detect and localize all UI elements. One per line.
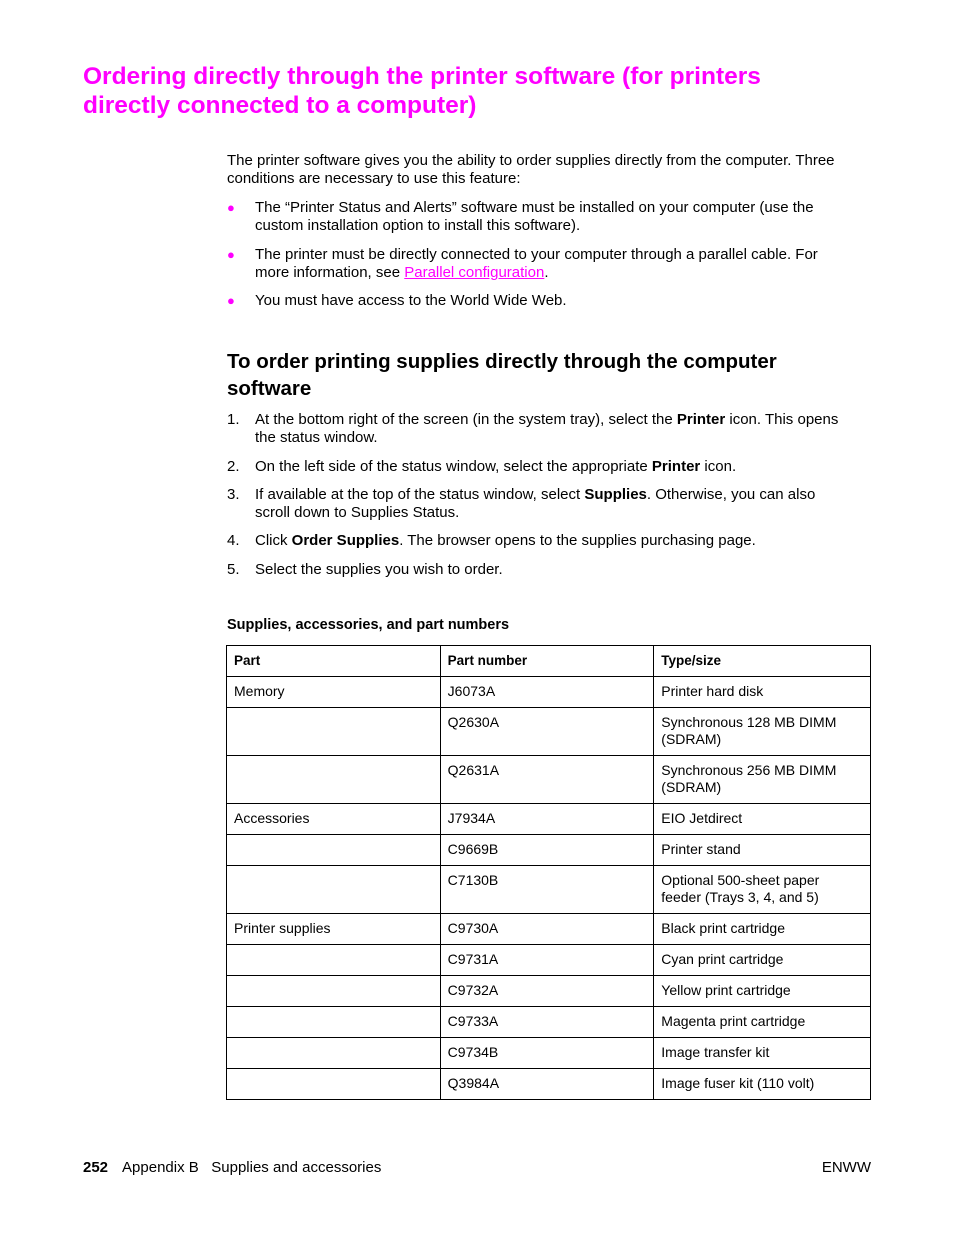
cell-part-number-text: J6073A bbox=[447, 683, 496, 699]
step-number: 4. bbox=[227, 532, 240, 549]
cell-type-size-text: Image transfer kit bbox=[661, 1044, 770, 1060]
step-number: 5. bbox=[227, 561, 240, 578]
page-title-line-2: directly connected to a computer) bbox=[83, 92, 477, 119]
bullet-2-prefix: more information, see bbox=[255, 264, 405, 281]
bullet-icon: ● bbox=[227, 200, 235, 215]
cell-part-number bbox=[440, 976, 654, 1007]
step-number: 1. bbox=[227, 411, 240, 428]
column-header-part: Part bbox=[227, 646, 441, 677]
intro-line-1: The printer software gives you the ability to order supplies directly from the computer. Three bbox=[227, 152, 835, 169]
table-row bbox=[227, 756, 871, 804]
intro-line-2: conditions are necessary to use this feature: bbox=[227, 170, 521, 187]
cell-part-number-text: C9733A bbox=[447, 1013, 499, 1029]
cell-part-number-text: Q2630A bbox=[447, 714, 500, 730]
cell-part-number bbox=[440, 1007, 654, 1038]
parallel-configuration-link[interactable]: Parallel configuration bbox=[404, 264, 545, 281]
table-row bbox=[227, 677, 871, 708]
bullet-2-line-2 bbox=[255, 264, 875, 282]
cell-type-size bbox=[654, 804, 871, 835]
step-emphasis: Supplies bbox=[584, 486, 647, 503]
cell-type-size bbox=[654, 976, 871, 1007]
cell-type-size bbox=[654, 914, 871, 945]
cell-part bbox=[227, 945, 441, 976]
cell-part bbox=[227, 835, 441, 866]
page-number: 252 bbox=[83, 1159, 109, 1176]
column-header-type-size: Type/size bbox=[654, 646, 871, 677]
table-row bbox=[227, 804, 871, 835]
cell-part-number bbox=[440, 677, 654, 708]
cell-part-number bbox=[440, 1069, 654, 1100]
bullet-2-line-1: The printer must be directly connected to your computer through a parallel cable. For bbox=[255, 246, 818, 263]
bullet-3-line-1: You must have access to the World Wide Web. bbox=[255, 292, 567, 309]
cell-type-size-text: Printer stand bbox=[661, 841, 741, 857]
step-number: 3. bbox=[227, 486, 240, 503]
step-text: . Otherwise, you can also bbox=[646, 486, 816, 503]
cell-part-number bbox=[440, 756, 654, 804]
cell-part bbox=[227, 677, 441, 708]
cell-part bbox=[227, 1007, 441, 1038]
cell-part bbox=[227, 1069, 441, 1100]
step-text: icon. This opens bbox=[725, 411, 839, 428]
section-heading bbox=[227, 348, 877, 402]
cell-type-size bbox=[654, 1038, 871, 1069]
cell-part-number-text: C7130B bbox=[447, 872, 499, 888]
cell-part-number-text: C9732A bbox=[447, 982, 499, 998]
cell-type-size-text: Black print cartridge bbox=[661, 920, 785, 936]
table-row bbox=[227, 1038, 871, 1069]
cell-part-number bbox=[440, 835, 654, 866]
cell-type-size-text-line-2: (SDRAM) bbox=[661, 779, 722, 795]
cell-part-number bbox=[440, 804, 654, 835]
table-header-row bbox=[227, 646, 871, 677]
cell-part bbox=[227, 976, 441, 1007]
cell-type-size-text: Magenta print cartridge bbox=[661, 1013, 806, 1029]
cell-part bbox=[227, 914, 441, 945]
cell-part-text: Memory bbox=[234, 683, 285, 699]
cell-part-text: Printer supplies bbox=[234, 920, 331, 936]
bullet-1-line-2: custom installation option to install this software). bbox=[255, 217, 581, 234]
step-text: At the bottom right of the screen (in the system tray), select the bbox=[255, 411, 677, 428]
step-text-line-2: scroll down to Supplies Status. bbox=[255, 504, 460, 521]
step-emphasis: Printer bbox=[676, 411, 726, 428]
step-text-line-2: the status window. bbox=[255, 429, 378, 446]
cell-part-number bbox=[440, 914, 654, 945]
bullet-icon: ● bbox=[227, 293, 235, 308]
cell-part bbox=[227, 866, 441, 914]
cell-type-size bbox=[654, 677, 871, 708]
cell-type-size-text-line-2: feeder (Trays 3, 4, and 5) bbox=[661, 889, 819, 905]
cell-part-number-text: Q2631A bbox=[447, 762, 500, 778]
table-row bbox=[227, 1069, 871, 1100]
intro-paragraph bbox=[227, 152, 872, 188]
table-row bbox=[227, 976, 871, 1007]
column-header-part-number: Part number bbox=[440, 646, 654, 677]
step-text: Click bbox=[255, 532, 292, 549]
cell-type-size bbox=[654, 1007, 871, 1038]
step-text: icon. bbox=[700, 458, 737, 475]
bullet-1-line-1: The “Printer Status and Alerts” software must be installed on your computer (use the bbox=[255, 199, 814, 216]
page-title-line-1: Ordering directly through the printer software (for printers bbox=[83, 63, 761, 90]
step-number: 2. bbox=[227, 458, 240, 475]
cell-part-number-text: C9669B bbox=[447, 841, 499, 857]
cell-part-number-text: C9731A bbox=[447, 951, 499, 967]
cell-type-size bbox=[654, 866, 871, 914]
bullet-2-suffix: . bbox=[544, 264, 549, 281]
cell-part-number bbox=[440, 1038, 654, 1069]
table-row bbox=[227, 914, 871, 945]
cell-part-number bbox=[440, 708, 654, 756]
footer-section: Appendix B Supplies and accessories bbox=[122, 1159, 382, 1176]
table-row bbox=[227, 866, 871, 914]
table-caption: Supplies, accessories, and part numbers bbox=[227, 617, 510, 633]
cell-type-size-text: Printer hard disk bbox=[661, 683, 764, 699]
cell-type-size-text: EIO Jetdirect bbox=[661, 810, 743, 826]
cell-type-size-text: Synchronous 256 MB DIMM bbox=[661, 762, 837, 778]
cell-type-size bbox=[654, 835, 871, 866]
step-text: If available at the top of the status window, select bbox=[255, 486, 585, 503]
step-emphasis: Order Supplies bbox=[291, 532, 400, 549]
footer-locale: ENWW bbox=[821, 1159, 871, 1176]
cell-type-size-text: Yellow print cartridge bbox=[661, 982, 791, 998]
cell-type-size-text: Cyan print cartridge bbox=[661, 951, 784, 967]
bullet-icon: ● bbox=[227, 247, 235, 262]
step-emphasis: Printer bbox=[651, 458, 701, 475]
cell-type-size-text: Synchronous 128 MB DIMM bbox=[661, 714, 837, 730]
table-row bbox=[227, 708, 871, 756]
cell-type-size-text-line-2: (SDRAM) bbox=[661, 731, 722, 747]
step-text: . The browser opens to the supplies purchasing page. bbox=[399, 532, 756, 549]
cell-part bbox=[227, 756, 441, 804]
page-title bbox=[83, 62, 883, 120]
cell-part-number-text: C9730A bbox=[447, 920, 499, 936]
cell-type-size bbox=[654, 756, 871, 804]
parts-table bbox=[226, 645, 871, 1100]
step-text: Select the supplies you wish to order. bbox=[255, 561, 503, 578]
cell-part-number-text: C9734B bbox=[447, 1044, 499, 1060]
cell-part-number-text: J7934A bbox=[447, 810, 496, 826]
table-row bbox=[227, 945, 871, 976]
cell-type-size bbox=[654, 708, 871, 756]
table-row bbox=[227, 835, 871, 866]
cell-type-size-text: Optional 500-sheet paper bbox=[661, 872, 820, 888]
page-footer bbox=[83, 1159, 381, 1177]
table-row bbox=[227, 1007, 871, 1038]
cell-type-size-text: Image fuser kit (110 volt) bbox=[661, 1075, 815, 1091]
cell-part-number-text: Q3984A bbox=[447, 1075, 500, 1091]
cell-type-size bbox=[654, 945, 871, 976]
cell-type-size bbox=[654, 1069, 871, 1100]
cell-part bbox=[227, 708, 441, 756]
cell-part-number bbox=[440, 866, 654, 914]
section-heading-line-1: To order printing supplies directly through the computer bbox=[227, 350, 777, 373]
cell-part-number bbox=[440, 945, 654, 976]
cell-part-text: Accessories bbox=[234, 810, 310, 826]
cell-part bbox=[227, 1038, 441, 1069]
cell-part bbox=[227, 804, 441, 835]
section-heading-line-2: software bbox=[227, 377, 312, 400]
step-text: On the left side of the status window, select the appropriate bbox=[255, 458, 652, 475]
